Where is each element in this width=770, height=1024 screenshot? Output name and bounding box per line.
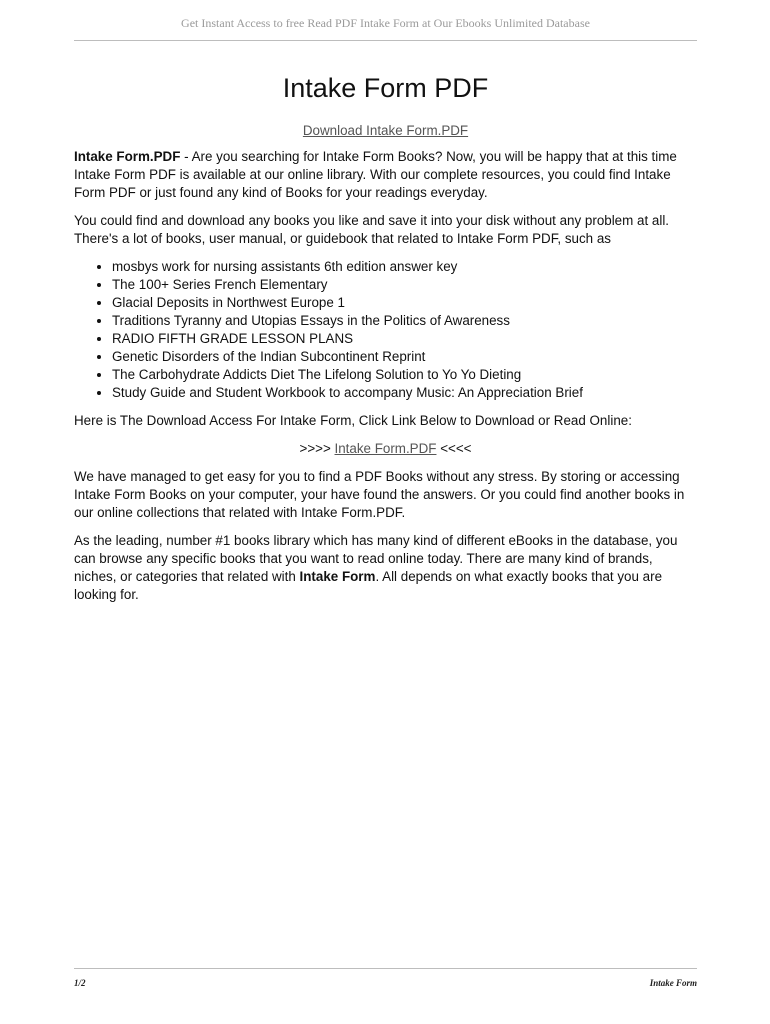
page-footer: [74, 978, 697, 988]
list-item: • mosbys work for nursing assistants 6th edition answer key: [112, 258, 697, 276]
list-item: • Traditions Tyranny and Utopias Essays in the Politics of Awareness: [112, 312, 697, 330]
intro-bold-title: Intake Form.PDF: [74, 149, 181, 164]
footer-document-name: Intake Form: [649, 978, 697, 988]
list-item: • Genetic Disorders of the Indian Subcontinent Reprint: [112, 348, 697, 366]
library-paragraph: [74, 532, 697, 604]
page-title: Intake Form PDF: [282, 73, 489, 103]
storage-paragraph: We have managed to get easy for you to find a PDF Books without any stress. By storing or accessing Intake Form Books on your computer, your have found the answers. Or you could find another books in our online collections that related with Intake Form.PDF.: [74, 469, 685, 520]
page-number: 1/2: [74, 978, 86, 988]
library-bold-term: Intake Form: [299, 569, 376, 584]
intro-text: - Are you searching for Intake Form Books? Now, you will be happy that at this time Intake Form PDF is available at our online library. With our complete resources, you could find Intake Form PDF or just found any kind of Books for your readings everyday.: [74, 149, 677, 200]
footer-divider: [74, 968, 697, 969]
library-text-before: As the leading, number #1 books library which has many kind of different eBooks in the database, you can browse any specific books that you want to read online today. There are many kind of brands, niches, or categories that related with: [74, 533, 678, 584]
access-paragraph: Here is The Download Access For Intake Form, Click Link Below to Download or Read Online:: [74, 413, 632, 428]
read-online-link[interactable]: Intake Form.PDF: [334, 441, 437, 456]
document-body: [74, 68, 697, 614]
intro-paragraph: [74, 148, 697, 202]
books-intro-paragraph: You could find and download any books you like and save it into your disk without any problem at all. There's a lot of books, user manual, or guidebook that related to Intake Form PDF, such as: [74, 213, 670, 246]
list-item: • The 100+ Series French Elementary: [112, 276, 697, 294]
access-link-line: [74, 440, 697, 458]
access-link-prefix: >>>>: [299, 441, 335, 456]
list-item: • RADIO FIFTH GRADE LESSON PLANS: [112, 330, 697, 348]
header-divider: [74, 40, 697, 41]
book-list: [74, 258, 697, 402]
download-link[interactable]: Download Intake Form.PDF: [302, 123, 469, 138]
list-item: • Study Guide and Student Workbook to accompany Music: An Appreciation Brief: [112, 384, 697, 402]
page-header: Get Instant Access to free Read PDF Intake Form at Our Ebooks Unlimited Database: [181, 16, 590, 30]
list-item: • The Carbohydrate Addicts Diet The Lifelong Solution to Yo Yo Dieting: [112, 366, 697, 384]
list-item: • Glacial Deposits in Northwest Europe 1: [112, 294, 697, 312]
library-text-after: . All depends on what exactly books that you are looking for.: [74, 569, 663, 602]
download-line: [74, 122, 697, 140]
access-link-suffix: <<<<: [436, 441, 472, 456]
